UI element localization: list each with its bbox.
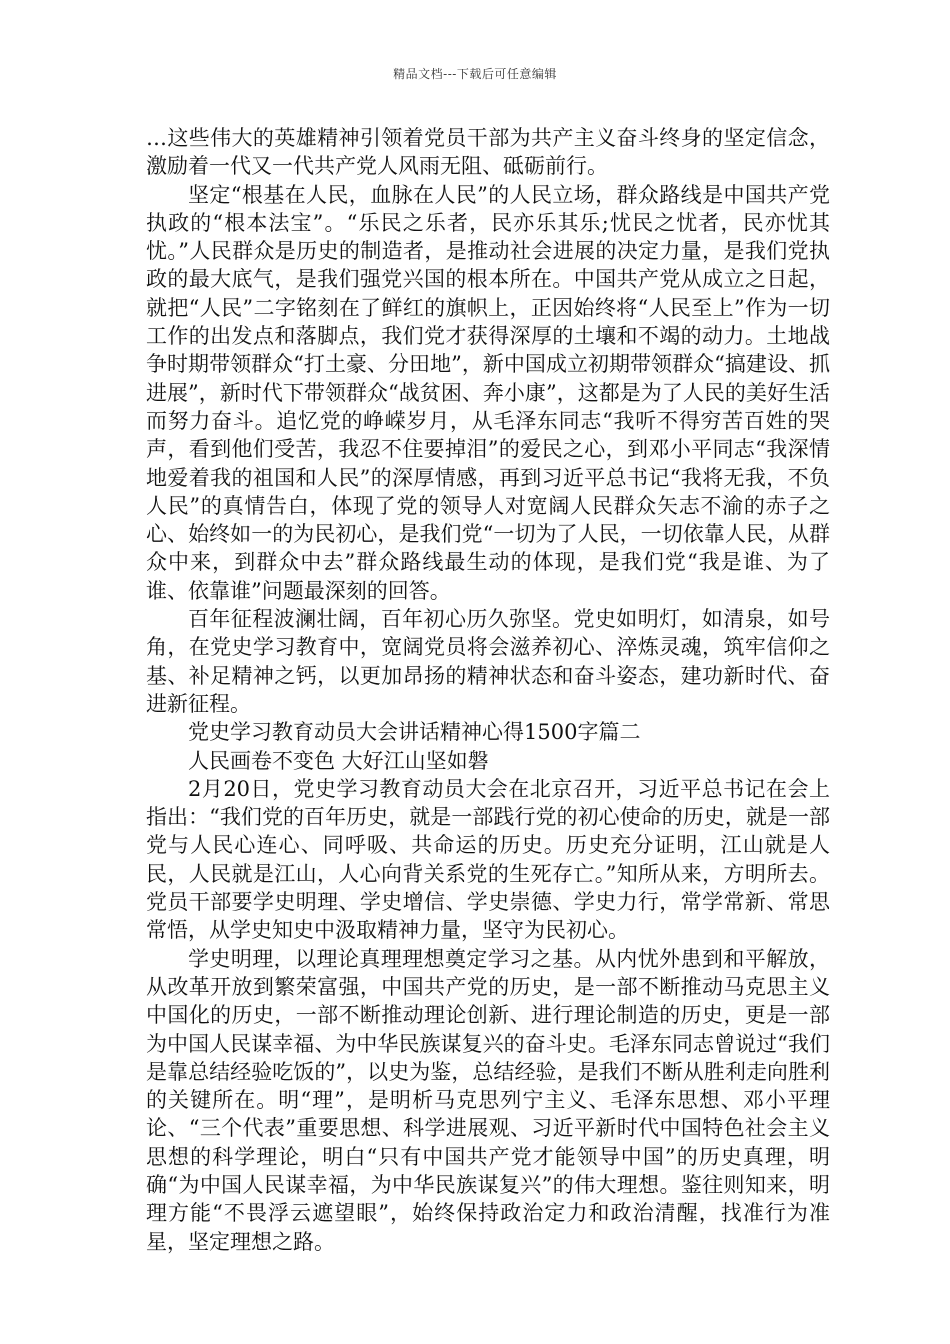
paragraph-learn-history-reason: 学史明理，以理论真理理想奠定学习之基。从内忧外患到和平解放，从改革开放到繁荣富强，中国共产党的历史，是一部不断推动马克思主义中国化的历史，一部不断推动理论创新、进行理论制造的历史，更是一部为中国人民谋幸福、为中华民族谋复兴的奋斗史。毛泽东同志曾说过“我们是靠总结经验吃饭的”，以史为鉴，总结经验，是我们不断从胜利走向胜利的关键所在。明“理”，是明析马克思列宁主义、毛泽东思想、邓小平理论、“三个代表”重要思想、科学进展观、习近平新时代中国特色社会主义思想的科学理论，明白“只有中国共产党才能领导中国”的历史真理，明确“为中国人民谋幸福，为中华民族谋复兴”的伟大理想。鉴往则知来，明理方能“不畏浮云遮望眼”，始终保持政治定力和政治清醒，找准行为准星，坚定理想之路。 (146, 946, 830, 1254)
section-title: 党史学习教育动员大会讲话精神心得1500字篇二 (188, 720, 641, 745)
paragraph-meeting-speech: 2月20日，党史学习教育动员大会在北京召开，习近平总书记在会上指出：“我们党的百年历史，就是一部践行党的初心使命的历史，就是一部党与人民心连心、同呼吸、共命运的历史。历史充分证明，江山就是人民，人民就是江山，人心向背关系党的生死存亡。”知所从来，方明所去。党员干部要学史明理、学史增信、学史崇德、学史力行，常学常新、常思常悟，从学史知史中汲取精神力量，坚守为民初心。 (146, 776, 830, 943)
section-subtitle: 人民画卷不变色 大好江山坚如磐 (188, 748, 489, 773)
paragraph-intro-continuation: …这些伟大的英雄精神引领着党员干部为共产主义奋斗终身的坚定信念，激励着一代又一代共产党人风雨无阻、砥砺前行。 (146, 126, 830, 179)
paragraph-century-journey: 百年征程波澜壮阔，百年初心历久弥坚。党史如明灯，如清泉，如号角，在党史学习教育中，宽阔党员将会滋养初心、淬炼灵魂，筑牢信仰之基、补足精神之钙，以更加昂扬的精神状态和奋斗姿态，建功新时代、奋进新征程。 (146, 607, 830, 716)
page-header: 精品文档---下载后可任意编辑 (393, 67, 557, 81)
paragraph-people-stance: 坚定“根基在人民，血脉在人民”的人民立场，群众路线是中国共产党执政的“根本法宝”。“乐民之乐者，民亦乐其乐;忧民之忧者，民亦忧其忧。”人民群众是历史的制造者，是推动社会进展的决定力量，是我们党执政的最大底气，是我们强党兴国的根本所在。中国共产党从成立之日起，就把“人民”二字铭刻在了鲜红的旗帜上，正因始终将“人民至上”作为一切工作的出发点和落脚点，我们党才获得深厚的土壤和不竭的动力。土地战争时期带领群众“打土豪、分田地”，新中国成立初期带领群众“搞建设、抓进展”，新时代下带领群众“战贫困、奔小康”，这都是为了人民的美好生活而努力奋斗。追忆党的峥嵘岁月，从毛泽东同志“我听不得穷苦百姓的哭声，看到他们受苦，我忍不住要掉泪”的爱民之心，到邓小平同志“我深情地爱着我的祖国和人民”的深厚情感，再到习近平总书记“我将无我，不负人民”的真情告白，体现了党的领导人对宽阔人民群众矢志不渝的赤子之心、始终如一的为民初心，是我们党“一切为了人民，一切依靠人民，从群众中来，到群众中去”群众路线最生动的体现，是我们党“我是谁、为了谁、依靠谁”问题最深刻的回答。 (146, 182, 830, 603)
document-body (146, 124, 830, 1256)
